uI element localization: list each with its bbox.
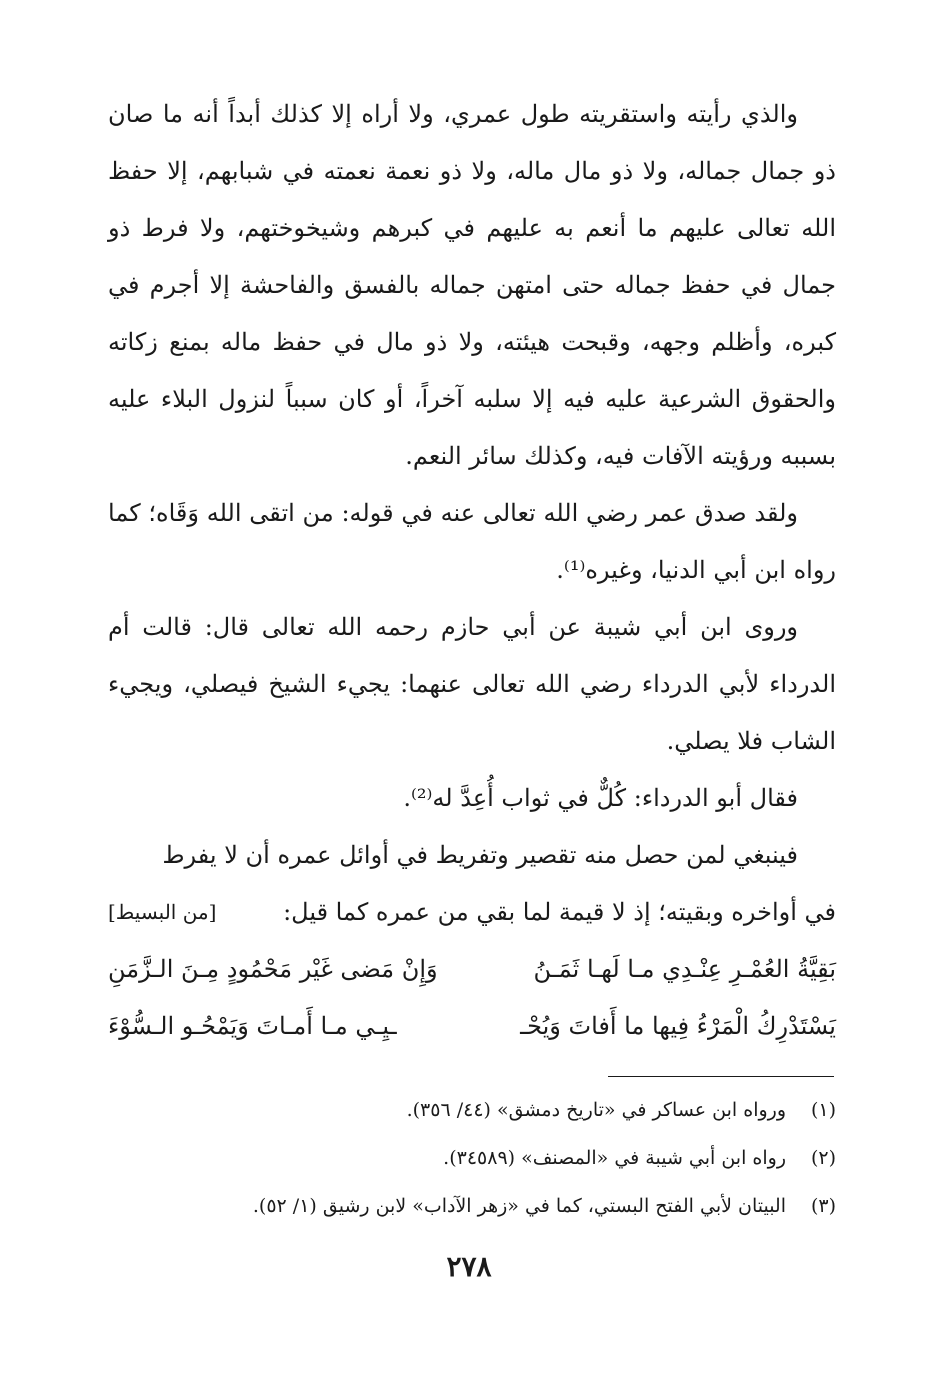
footnote-number: (١): [810, 1099, 836, 1121]
footnote-item: [108, 1182, 836, 1230]
page-number: ٢٧٨: [446, 1250, 492, 1283]
verse-first-hemistich: يَسْتَدْرِكُ الْمَرْءُ فِيها ما أَفاتَ وَيُحْـ: [520, 1012, 836, 1040]
main-text: [108, 86, 836, 1055]
paragraph-1: والذي رأيته واستقريته طول عمري، ولا أراه إلا كذلك أبداً أنه ما صان ذو جمال جماله، ولا ذو مال ماله، ولا ذو نعمة نعمته في شبابهم، إلا حفظ الله تعالى عليهم ما أنعم به عليهم في كبرهم وشيخوختهم، ولا فرط ذو جمال في حفظ جماله حتى امتهن جماله بالفسق والفاحشة إلا أجرم في كبره، وأظلم وجهه، وقبحت هيئته، ولا ذو مال في حفظ ماله بمنع زكاته والحقوق الشرعية عليه فيه إلا سلبه آخراً، أو كان سبباً لنزول البلاء عليه بسببه ورؤيته الآفات فيه، وكذلك سائر النعم.: [108, 100, 836, 470]
verse-second-hemistich: ـيِـي مـا أَمـاتَ وَيَمْحُـو الـسُّوْءَ: [108, 1012, 397, 1040]
footnotes: [108, 1086, 836, 1230]
footnote-item: [108, 1134, 836, 1182]
verse-second-hemistich: وَإِنْ مَضى غَيْر مَحْمُودٍ مِـنَ الـزَّمَنِ: [108, 955, 438, 983]
paragraph-4: فقال أبو الدرداء: كُلٌّ في ثواب أُعِدَّ له⁽²⁾.: [403, 784, 798, 812]
verse-first-hemistich: بَقِيَّةُ العُمْـرِ عِنْـدِي مـا لَهـا ثَمَـنُ: [533, 955, 836, 983]
footnote-text: ورواه ابن عساكر في «تاريخ دمشق» (٤٤/ ٣٥٦).: [406, 1099, 786, 1121]
paragraph-5-end: [108, 884, 836, 941]
footnote-text: رواه ابن أبي شيبة في «المصنف» (٣٤٥٨٩).: [443, 1147, 786, 1169]
footnote-item: [108, 1086, 836, 1134]
paragraph-3: وروى ابن أبي شيبة عن أبي حازم رحمه الله تعالى قال: قالت أم الدرداء لأبي الدرداء رضي الله تعالى عنهما: يجيء الشيخ فيصلي، ويجيء الشاب فلا يصلي.: [108, 613, 836, 755]
verse-line: [108, 941, 836, 998]
footnote-text: البيتان لأبي الفتح البستي، كما في «زهر الآداب» لابن رشيق (١/ ٥٢).: [252, 1195, 786, 1217]
paragraph-2: ولقد صدق عمر رضي الله تعالى عنه في قوله: من اتقى الله وَقَاه؛ كما رواه ابن أبي الدنيا، وغيره⁽¹⁾.: [108, 499, 836, 584]
footnote-separator: [608, 1076, 834, 1077]
paragraph-5-last-line: في أواخره وبقيته؛ إذ لا قيمة لما بقي من عمره كما قيل:: [283, 898, 836, 926]
footnote-number: (٣): [810, 1195, 836, 1217]
poetic-meter: [من البسيط]: [108, 900, 217, 924]
paragraph-5: فينبغي لمن حصل منه تقصير وتفريط في أوائل عمره أن لا يفرط: [162, 841, 798, 869]
verse-line: [108, 998, 836, 1055]
footnote-number: (٢): [810, 1147, 836, 1169]
